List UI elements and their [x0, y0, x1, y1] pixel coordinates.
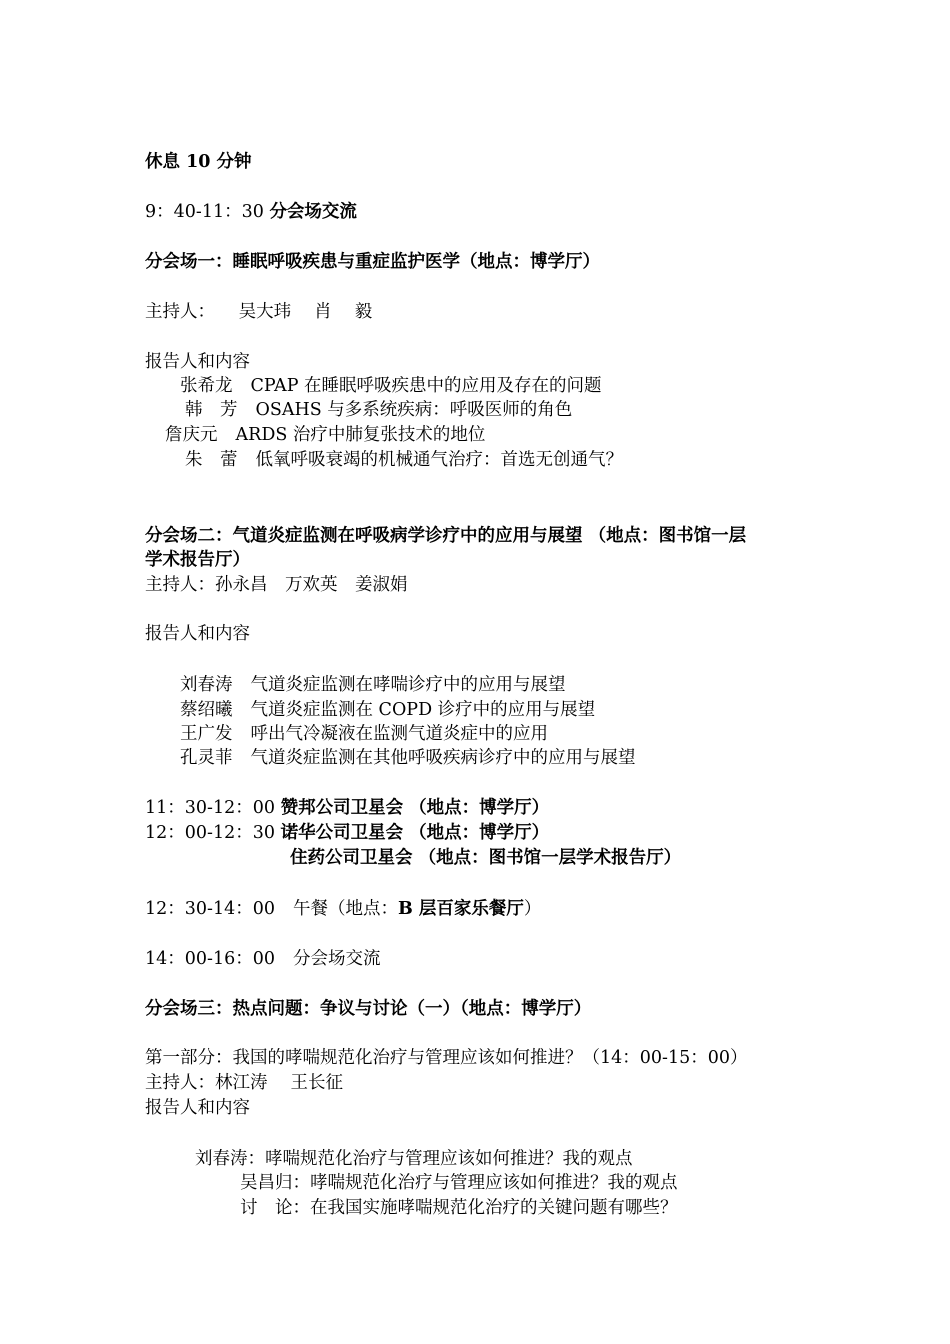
satellite-3: 住药公司卫星会 （地点：图书馆一层学术报告厅）: [290, 848, 682, 868]
satellite-2: [145, 821, 549, 845]
venue3-speakers-label: 报告人和内容: [145, 1098, 250, 1118]
satellite-time: 11：30-12：00: [145, 798, 275, 818]
venue2-title-line1: 分会场二：气道炎症监测在呼吸病学诊疗中的应用与展望 （地点：图书馆一层: [145, 526, 747, 546]
satellite-1: [145, 796, 549, 820]
speaker-name: 王广发: [180, 724, 233, 744]
satellite-label: 赞邦公司卫星会 （地点：博学厅）: [280, 798, 550, 818]
speaker-name: 刘春涛: [180, 675, 233, 695]
venue2-hosts: 主持人：孙永昌 万欢英 姜淑娟: [145, 575, 408, 595]
venue1-title: 分会场一：睡眠呼吸疾患与重症监护医学（地点：博学厅）: [145, 252, 600, 272]
venue3-title: 分会场三：热点问题：争议与讨论（一）（地点：博学厅）: [145, 999, 592, 1019]
talk-topic: OSAHS 与多系统疾病：呼吸医师的角色: [255, 400, 573, 420]
session-time-2: [145, 947, 381, 971]
speaker-name: 张希龙: [180, 376, 233, 396]
venue2-speakers-label: 报告人和内容: [145, 624, 250, 644]
venue3-part1: 第一部分：我国的哮喘规范化治疗与管理应该如何推进？（14：00-15：00）: [145, 1048, 748, 1068]
talk-topic: 气道炎症监测在哮喘诊疗中的应用与展望: [250, 675, 566, 695]
speaker-name: 蔡绍曦: [180, 700, 233, 720]
list-item: 吴昌归：哮喘规范化治疗与管理应该如何推进？我的观点: [240, 1173, 678, 1193]
speaker-name: 詹庆元: [165, 425, 218, 445]
break-notice: 休息 10 分钟: [145, 152, 252, 172]
talk-topic: 气道炎症监测在其他呼吸疾病诊疗中的应用与展望: [250, 748, 636, 768]
list-item: 刘春涛：哮喘规范化治疗与管理应该如何推进？我的观点: [195, 1149, 633, 1169]
list-item: [185, 448, 623, 472]
list-item: [165, 423, 485, 447]
lunch-time: 12：30-14：00: [145, 899, 275, 919]
talk-topic: CPAP 在睡眠呼吸疾患中的应用及存在的问题: [250, 376, 602, 396]
list-item: 讨 论：在我国实施哮喘规范化治疗的关键问题有哪些？: [240, 1198, 678, 1218]
venue3-hosts: 主持人：林江涛 王长征: [145, 1073, 344, 1093]
list-item: [180, 673, 566, 697]
talk-topic: 呼出气冷凝液在监测气道炎症中的应用: [250, 724, 548, 744]
session-time-1: [145, 200, 357, 224]
session-time-1-range: 9：40-11：30: [145, 202, 264, 222]
satellite-time: 12：00-12：30: [145, 823, 275, 843]
list-item: [180, 722, 548, 746]
venue2-title-line2: 学术报告厅）: [145, 550, 250, 570]
lunch-label-pre: 午餐（地点：: [293, 899, 398, 919]
lunch-location: B 层百家乐餐厅: [398, 899, 524, 919]
session-time-1-label: 分会场交流: [269, 202, 357, 222]
talk-topic: 低氧呼吸衰竭的机械通气治疗：首选无创通气？: [255, 450, 623, 470]
session-time-2-label: 分会场交流: [293, 949, 381, 969]
venue1-hosts-names: 吴大玮 肖 毅: [238, 302, 373, 322]
list-item: [180, 374, 602, 398]
list-item: [180, 698, 595, 722]
list-item: [185, 398, 572, 422]
talk-topic: ARDS 治疗中肺复张技术的地位: [235, 425, 486, 445]
speaker-name: 孔灵菲: [180, 748, 233, 768]
session-time-2-range: 14：00-16：00: [145, 949, 275, 969]
venue1-hosts: [145, 300, 372, 324]
lunch: [145, 897, 541, 921]
venue1-hosts-label: 主持人：: [145, 302, 215, 322]
list-item: [180, 746, 636, 770]
satellite-label: 诺华公司卫星会 （地点：博学厅）: [280, 823, 550, 843]
venue1-speakers-label: 报告人和内容: [145, 352, 250, 372]
speaker-name: 朱 蕾: [185, 450, 238, 470]
lunch-label-post: ）: [523, 899, 542, 919]
speaker-name: 韩 芳: [185, 400, 238, 420]
talk-topic: 气道炎症监测在 COPD 诊疗中的应用与展望: [250, 700, 596, 720]
